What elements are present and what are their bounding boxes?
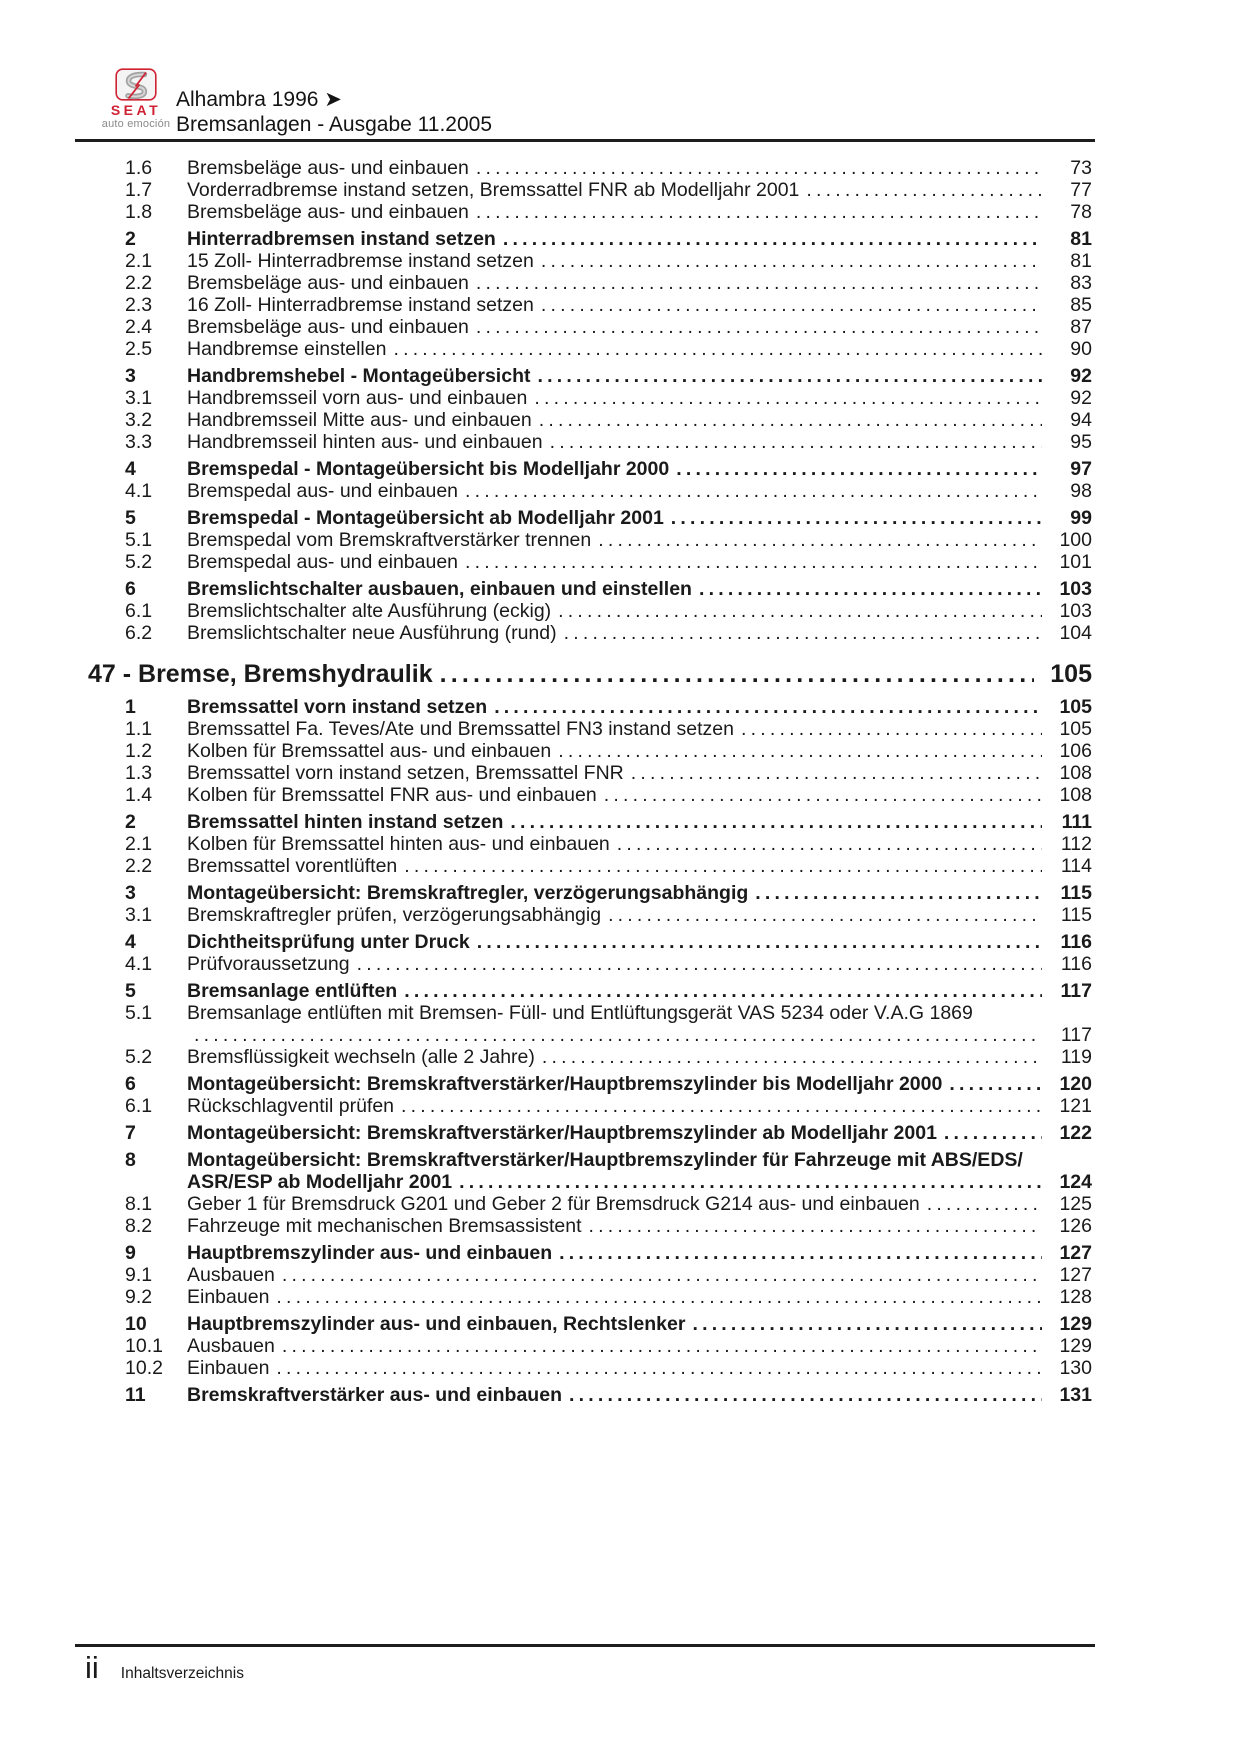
entry-title: Bremssattel hinten instand setzen xyxy=(187,811,504,833)
toc-entry xyxy=(88,762,1092,784)
dot-leader xyxy=(591,529,1042,551)
dot-leader xyxy=(551,740,1042,762)
entry-title: Bremssattel vorentlüften xyxy=(187,855,398,877)
entry-title: Bremsanlage entlüften mit Bremsen- Füll- und Entlüftungsgerät VAS 5234 oder V.A.G 1869 xyxy=(187,1002,973,1024)
toc-entry xyxy=(88,740,1092,762)
entry-number: 1.6 xyxy=(125,157,153,179)
page-number: 128 xyxy=(1059,1286,1092,1308)
dot-leader xyxy=(458,480,1042,502)
dot-leader xyxy=(275,1264,1042,1286)
toc-entry xyxy=(88,1073,1092,1095)
dot-leader xyxy=(601,904,1042,926)
toc-entry xyxy=(88,179,1092,201)
entry-title: Bremslichtschalter ausbauen, einbauen und einstellen xyxy=(187,578,692,600)
entry-title: Hauptbremszylinder aus- und einbauen xyxy=(187,1242,553,1264)
entry-number: 8.2 xyxy=(125,1215,153,1237)
entry-number: 1.3 xyxy=(125,762,153,784)
page-number: 129 xyxy=(1059,1335,1092,1357)
page-number: 92 xyxy=(1070,387,1092,409)
entry-number: 1.2 xyxy=(125,740,153,762)
toc-entry xyxy=(88,1215,1092,1237)
entry-number: 2.2 xyxy=(125,272,153,294)
toc-entry xyxy=(88,1046,1092,1068)
entry-title: Kolben für Bremssattel FNR aus- und einbauen xyxy=(187,784,597,806)
dot-leader xyxy=(527,387,1042,409)
page-number: 122 xyxy=(1059,1122,1092,1144)
toc-entry xyxy=(88,272,1092,294)
entry-number: 2.3 xyxy=(125,294,153,316)
toc-entry xyxy=(88,529,1092,551)
toc-entry xyxy=(88,578,1092,600)
entry-number: 5 xyxy=(125,507,136,529)
toc-entry xyxy=(88,904,1092,926)
entry-number: 6.1 xyxy=(125,1095,153,1117)
entry-number: 2.1 xyxy=(125,250,153,272)
dot-leader xyxy=(458,551,1042,573)
dot-leader xyxy=(610,833,1042,855)
entry-title: Bremsbeläge aus- und einbauen xyxy=(187,157,469,179)
toc-entry xyxy=(88,431,1092,453)
entry-number: 7 xyxy=(125,1122,136,1144)
toc-entry xyxy=(88,600,1092,622)
toc-entry xyxy=(88,1264,1092,1286)
toc-entry xyxy=(88,696,1092,718)
toc-entry xyxy=(88,316,1092,338)
page-number: 117 xyxy=(1060,980,1092,1002)
entry-number: 2.1 xyxy=(125,833,153,855)
entry-number: 3.1 xyxy=(125,387,153,409)
toc-entry xyxy=(88,1313,1092,1335)
entry-number: 1.8 xyxy=(125,201,153,223)
toc-entry xyxy=(88,228,1092,250)
page-number: 104 xyxy=(1059,622,1092,644)
dot-leader xyxy=(532,409,1042,431)
toc-entry xyxy=(88,882,1092,904)
page-number: 105 xyxy=(1059,718,1092,740)
entry-number: 2.4 xyxy=(125,316,153,338)
dot-leader xyxy=(692,578,1042,600)
footer-page-number: ii xyxy=(85,1650,99,1685)
toc-entry xyxy=(88,157,1092,179)
dot-leader xyxy=(685,1313,1042,1335)
toc-entry xyxy=(88,622,1092,644)
toc-entry xyxy=(88,201,1092,223)
entry-number: 2 xyxy=(125,811,136,833)
page-number: 81 xyxy=(1070,228,1092,250)
entry-number: 3.3 xyxy=(125,431,153,453)
page-number: 116 xyxy=(1060,931,1092,953)
dot-leader xyxy=(624,762,1042,784)
header-edition-line: Bremsanlagen - Ausgabe 11.2005 xyxy=(176,113,493,136)
toc-entry xyxy=(88,811,1092,833)
dot-leader xyxy=(275,1335,1042,1357)
toc-entry xyxy=(88,1193,1092,1215)
footer xyxy=(85,1650,244,1686)
entry-title: Ausbauen xyxy=(187,1335,275,1357)
entry-title: Bremsbeläge aus- und einbauen xyxy=(187,316,469,338)
header-divider xyxy=(75,139,1095,142)
entry-number: 6.2 xyxy=(125,622,153,644)
entry-number: 6 xyxy=(125,578,136,600)
page-number: 131 xyxy=(1059,1384,1092,1406)
page-number: 115 xyxy=(1060,904,1092,926)
entry-title: Bremsbeläge aus- und einbauen xyxy=(187,201,469,223)
entry-title: Geber 1 für Bremsdruck G201 und Geber 2 für Bremsdruck G214 aus- und einbauen xyxy=(187,1193,920,1215)
toc-entry xyxy=(88,480,1092,502)
page-number: 95 xyxy=(1070,431,1092,453)
entry-number: 2.2 xyxy=(125,855,153,877)
entry-title: 15 Zoll- Hinterradbremse instand setzen xyxy=(187,250,534,272)
entry-number: 10.1 xyxy=(125,1335,163,1357)
entry-number: 10 xyxy=(125,1313,147,1335)
page-number: 78 xyxy=(1070,201,1092,223)
header-model-line: Alhambra 1996 ➤ xyxy=(176,88,342,111)
dot-leader xyxy=(582,1215,1042,1237)
entry-number: 4 xyxy=(125,931,136,953)
entry-title: Handbremse einstellen xyxy=(187,338,387,360)
entry-title: Bremspedal aus- und einbauen xyxy=(187,480,459,502)
entry-title: Bremsbeläge aus- und einbauen xyxy=(187,272,469,294)
entry-title: Bremssattel vorn instand setzen xyxy=(187,696,488,718)
toc-chapter-row xyxy=(88,659,1092,689)
dot-leader xyxy=(350,953,1042,975)
toc-entry xyxy=(88,833,1092,855)
page-number: 126 xyxy=(1059,1215,1092,1237)
page-number: 121 xyxy=(1059,1095,1092,1117)
entry-title: Dichtheitsprüfung unter Druck xyxy=(187,931,470,953)
entry-number: 11 xyxy=(125,1384,146,1406)
page-number: 124 xyxy=(1059,1171,1092,1193)
entry-title: Bremslichtschalter neue Ausführung (rund) xyxy=(187,622,557,644)
page-number: 108 xyxy=(1059,784,1092,806)
entry-number: 9.2 xyxy=(125,1286,153,1308)
toc-entry xyxy=(88,1149,1092,1171)
dot-leader xyxy=(394,1095,1042,1117)
toc-entry xyxy=(88,980,1092,1002)
page-number: 101 xyxy=(1059,551,1092,573)
dot-leader xyxy=(496,228,1042,250)
seat-brand-text: SEAT xyxy=(110,102,162,118)
dot-leader xyxy=(535,1046,1042,1068)
dot-leader xyxy=(597,784,1042,806)
dot-leader xyxy=(469,157,1042,179)
toc-entry xyxy=(88,1286,1092,1308)
page-number: 115 xyxy=(1060,882,1092,904)
page-number: 129 xyxy=(1059,1313,1092,1335)
dot-leader xyxy=(734,718,1042,740)
entry-number: 5.1 xyxy=(125,1002,153,1024)
page-number: 85 xyxy=(1070,294,1092,316)
toc-entry xyxy=(88,1357,1092,1379)
entry-title: Bremssattel Fa. Teves/Ate und Bremssattel FN3 instand setzen xyxy=(187,718,734,740)
entry-title: Einbauen xyxy=(187,1286,270,1308)
entry-title: Einbauen xyxy=(187,1357,270,1379)
page-number: 98 xyxy=(1070,480,1092,502)
toc-entry xyxy=(88,294,1092,316)
page-number: 103 xyxy=(1059,578,1092,600)
page-number: 120 xyxy=(1059,1073,1092,1095)
footer-divider xyxy=(75,1644,1095,1647)
entry-number: 5.2 xyxy=(125,551,153,573)
entry-title: Handbremsseil vorn aus- und einbauen xyxy=(187,387,528,409)
entry-number: 5.1 xyxy=(125,529,153,551)
dot-leader xyxy=(534,294,1042,316)
entry-title: Handbremsseil Mitte aus- und einbauen xyxy=(187,409,532,431)
dot-leader xyxy=(937,1122,1042,1144)
dot-leader xyxy=(187,1024,1042,1046)
toc-entry xyxy=(88,855,1092,877)
dot-leader xyxy=(799,179,1042,201)
toc-entry xyxy=(88,718,1092,740)
page-number: 112 xyxy=(1060,833,1092,855)
entry-number: 8 xyxy=(125,1149,136,1171)
toc-entry xyxy=(88,1002,1092,1024)
entry-number: 3 xyxy=(125,365,136,387)
dot-leader xyxy=(469,201,1042,223)
entry-number: 3.1 xyxy=(125,904,153,926)
entry-title: Hauptbremszylinder aus- und einbauen, Rechtslenker xyxy=(187,1313,686,1335)
dot-leader xyxy=(469,316,1042,338)
entry-title: Hinterradbremsen instand setzen xyxy=(187,228,496,250)
page-number: 87 xyxy=(1070,316,1092,338)
dot-leader xyxy=(942,1073,1042,1095)
page-number: 125 xyxy=(1059,1193,1092,1215)
toc-entry xyxy=(88,551,1092,573)
toc-entry xyxy=(88,953,1092,975)
seat-logo xyxy=(84,68,188,130)
dot-leader xyxy=(664,507,1042,529)
entry-title: Bremspedal - Montageübersicht ab Modelljahr 2001 xyxy=(187,507,664,529)
page-number: 105 xyxy=(1050,660,1092,688)
page-number: 90 xyxy=(1070,338,1092,360)
toc-entry xyxy=(88,458,1092,480)
entry-number: 1 xyxy=(125,696,136,718)
entry-number: 6.1 xyxy=(125,600,153,622)
page-number: 97 xyxy=(1070,458,1092,480)
entry-number: 6 xyxy=(125,1073,136,1095)
toc-entry xyxy=(88,387,1092,409)
page-number: 114 xyxy=(1060,855,1092,877)
toc-entry-continuation xyxy=(88,1024,1092,1046)
entry-number: 4.1 xyxy=(125,480,153,502)
page-number: 99 xyxy=(1070,507,1092,529)
entry-title: Bremsanlage entlüften xyxy=(187,980,398,1002)
entry-number: 5 xyxy=(125,980,136,1002)
dot-leader xyxy=(543,431,1042,453)
page-number: 127 xyxy=(1059,1242,1092,1264)
entry-title: Prüfvoraussetzung xyxy=(187,953,350,975)
dot-leader xyxy=(397,980,1042,1002)
entry-number: 1.7 xyxy=(125,179,153,201)
page-number: 106 xyxy=(1059,740,1092,762)
page-number: 108 xyxy=(1059,762,1092,784)
entry-number: 1.1 xyxy=(125,718,153,740)
dot-leader xyxy=(503,811,1042,833)
entry-number: 2 xyxy=(125,228,136,250)
entry-number: 8.1 xyxy=(125,1193,153,1215)
dot-leader xyxy=(433,659,1034,689)
entry-title: Vorderradbremse instand setzen, Bremssattel FNR ab Modelljahr 2001 xyxy=(187,179,800,201)
entry-title: Rückschlagventil prüfen xyxy=(187,1095,395,1117)
dot-leader xyxy=(530,365,1042,387)
entry-title: Kolben für Bremssattel aus- und einbauen xyxy=(187,740,552,762)
page-number: 116 xyxy=(1060,953,1092,975)
entry-number: 4 xyxy=(125,458,136,480)
toc-entry xyxy=(88,507,1092,529)
entry-number: 9 xyxy=(125,1242,136,1264)
page-number: 81 xyxy=(1070,250,1092,272)
chapter-title: 47 - Bremse, Bremshydraulik xyxy=(88,660,433,688)
page-number: 103 xyxy=(1059,600,1092,622)
entry-number: 4.1 xyxy=(125,953,153,975)
dot-leader xyxy=(551,600,1042,622)
entry-title: Fahrzeuge mit mechanischen Bremsassistent xyxy=(187,1215,582,1237)
page-number: 83 xyxy=(1070,272,1092,294)
entry-title: Ausbauen xyxy=(187,1264,275,1286)
toc-entry-continuation xyxy=(88,1171,1092,1193)
dot-leader xyxy=(269,1357,1042,1379)
entry-number: 3.2 xyxy=(125,409,153,431)
entry-title: Kolben für Bremssattel hinten aus- und einbauen xyxy=(187,833,610,855)
entry-title: Bremspedal - Montageübersicht bis Modelljahr 2000 xyxy=(187,458,670,480)
entry-title: Montageübersicht: Bremskraftverstärker/Hauptbremszylinder für Fahrzeuge mit ABS/EDS/ xyxy=(187,1149,1023,1171)
entry-number: 3 xyxy=(125,882,136,904)
entry-title: Bremskraftverstärker aus- und einbauen xyxy=(187,1384,562,1406)
page-number: 94 xyxy=(1070,409,1092,431)
entry-title: Bremspedal vom Bremskraftverstärker trennen xyxy=(187,529,592,551)
dot-leader xyxy=(534,250,1042,272)
page-number: 73 xyxy=(1070,157,1092,179)
entry-title: Montageübersicht: Bremskraftverstärker/Hauptbremszylinder ab Modelljahr 2001 xyxy=(187,1122,937,1144)
page-number: 77 xyxy=(1070,179,1092,201)
dot-leader xyxy=(920,1193,1042,1215)
toc-entry xyxy=(88,1335,1092,1357)
dot-leader xyxy=(557,622,1042,644)
entry-title: ASR/ESP ab Modelljahr 2001 xyxy=(187,1171,453,1193)
toc-entry xyxy=(88,784,1092,806)
dot-leader xyxy=(470,931,1042,953)
dot-leader xyxy=(386,338,1042,360)
toc-list xyxy=(88,157,1092,1406)
entry-title: Handbremsseil hinten aus- und einbauen xyxy=(187,431,543,453)
page-number: 105 xyxy=(1059,696,1092,718)
entry-title: Bremsflüssigkeit wechseln (alle 2 Jahre) xyxy=(187,1046,535,1068)
page-number: 117 xyxy=(1060,1024,1092,1046)
entry-title: Montageübersicht: Bremskraftregler, verzögerungsabhängig xyxy=(187,882,749,904)
toc-entry xyxy=(88,1242,1092,1264)
dot-leader xyxy=(469,272,1042,294)
toc-entry xyxy=(88,409,1092,431)
entry-title: Handbremshebel - Montageübersicht xyxy=(187,365,531,387)
entry-title: 16 Zoll- Hinterradbremse instand setzen xyxy=(187,294,534,316)
footer-label: Inhaltsverzeichnis xyxy=(120,1665,244,1682)
toc-entry xyxy=(88,365,1092,387)
dot-leader xyxy=(669,458,1042,480)
dot-leader xyxy=(562,1384,1042,1406)
entry-title: Bremslichtschalter alte Ausführung (eckig) xyxy=(187,600,552,622)
entry-number: 5.2 xyxy=(125,1046,153,1068)
entry-number: 9.1 xyxy=(125,1264,153,1286)
dot-leader xyxy=(487,696,1042,718)
seat-logo-icon xyxy=(115,68,157,101)
entry-title: Montageübersicht: Bremskraftverstärker/Hauptbremszylinder bis Modelljahr 2000 xyxy=(187,1073,943,1095)
dot-leader xyxy=(452,1171,1042,1193)
toc-entry xyxy=(88,1384,1092,1406)
page-number: 119 xyxy=(1060,1046,1092,1068)
entry-number: 2.5 xyxy=(125,338,153,360)
seat-tagline: auto emoción xyxy=(101,118,171,130)
toc-entry xyxy=(88,1122,1092,1144)
dot-leader xyxy=(748,882,1042,904)
dot-leader xyxy=(269,1286,1042,1308)
header-title xyxy=(176,87,492,137)
page-number: 130 xyxy=(1059,1357,1092,1379)
toc-entry xyxy=(88,250,1092,272)
entry-number: 10.2 xyxy=(125,1357,163,1379)
dot-leader xyxy=(552,1242,1042,1264)
entry-number: 1.4 xyxy=(125,784,153,806)
entry-title: Bremskraftregler prüfen, verzögerungsabhängig xyxy=(187,904,602,926)
entry-title: Bremspedal aus- und einbauen xyxy=(187,551,459,573)
entry-title: Bremssattel vorn instand setzen, Bremssattel FNR xyxy=(187,762,624,784)
toc-entry xyxy=(88,1095,1092,1117)
toc-entry xyxy=(88,338,1092,360)
page-number: 127 xyxy=(1059,1264,1092,1286)
page-number: 100 xyxy=(1059,529,1092,551)
dot-leader xyxy=(397,855,1042,877)
toc-entry xyxy=(88,931,1092,953)
page-number: 92 xyxy=(1070,365,1092,387)
page-number: 111 xyxy=(1061,811,1092,833)
